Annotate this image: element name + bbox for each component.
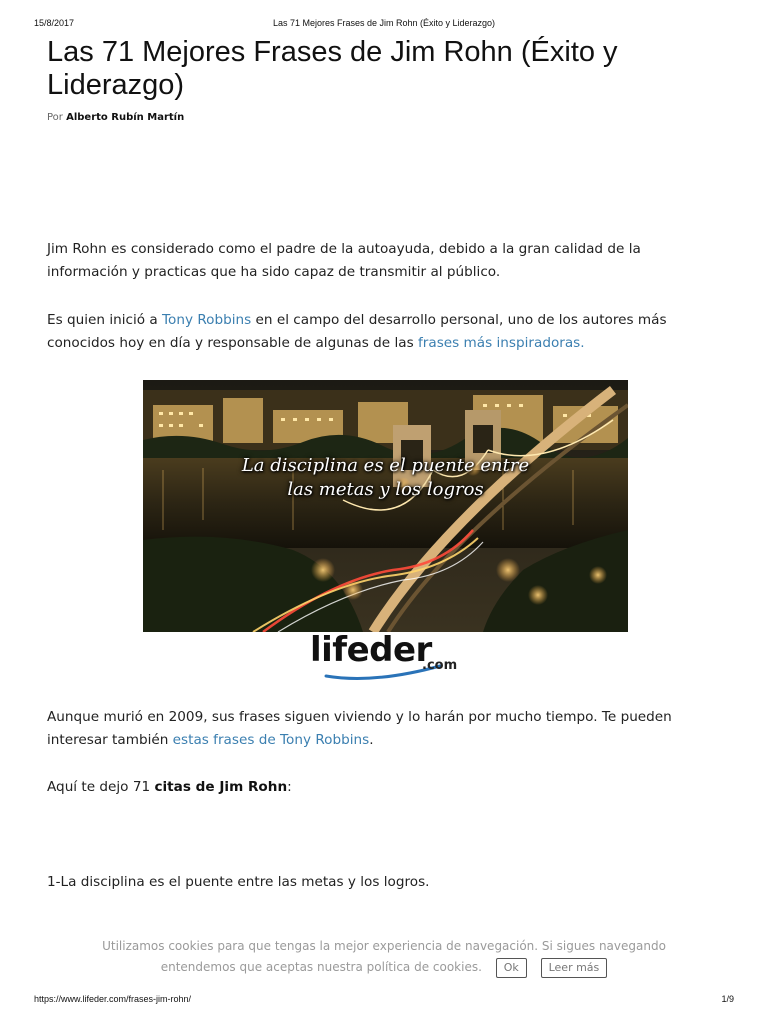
author-link[interactable]: Alberto Rubín Martín [66,112,185,123]
robbins-text-before: Es quien inició a [47,312,163,328]
bridge-night-photo [143,380,628,632]
print-page-number: 1/9 [721,994,734,1004]
hero-image [143,380,628,632]
death-text-after: . [369,732,374,748]
tony-robbins-link[interactable]: Tony Robbins [162,312,252,328]
intro-paragraph [47,238,719,284]
cookie-text-line-1: Utilizamos cookies para que tengas la mejor experiencia de navegación. Si sigues navegando [102,939,666,953]
robbins-quotes-link[interactable]: estas frases de Tony Robbins [172,732,370,748]
quotes-intro-before: Aquí te dejo 71 [47,779,155,795]
robbins-text-middle: en el campo del desarrollo personal, uno de los autores más conocidos hoy en día y responsable de algunas de las [47,312,667,351]
cookie-text-line-2 [60,957,708,978]
image-quote-line-1: La disciplina es el puente entre [241,455,530,476]
intro-text: Jim Rohn es considerado como el padre de la autoayuda, debido a la gran calidad de la información y practicas que ha sido capaz de transmitir al público. [47,241,641,280]
image-quote-line-2: las metas y los logros [287,479,484,500]
print-url: https://www.lifeder.com/frases-jim-rohn/ [34,994,192,1004]
quotes-intro-after: : [287,779,292,795]
quotes-intro-paragraph [47,776,719,799]
quote-item-1 [47,871,719,894]
byline-prefix: Por [47,112,63,123]
cookie-ok-button[interactable]: Ok [496,958,527,978]
image-quote-text [143,454,628,502]
inspiring-quotes-link[interactable]: frases más inspiradoras. [417,335,585,351]
cookie-read-more-button[interactable]: Leer más [541,958,608,978]
lifeder-logo [310,630,470,682]
print-footer [0,994,768,1008]
robbins-paragraph [47,309,719,355]
print-doc-title: Las 71 Mejores Frases de Jim Rohn (Éxito y Liderazgo) [272,18,496,28]
article-title: Las 71 Mejores Frases de Jim Rohn (Éxito y Liderazgo) [47,36,618,101]
print-date: 15/8/2017 [34,18,75,28]
logo-suffix: .com [422,658,458,673]
logo-word: lifeder [310,630,432,670]
byline [47,112,184,123]
print-header [0,18,768,32]
quote-1-text: 1-La disciplina es el puente entre las metas y los logros. [47,874,430,890]
death-paragraph [47,706,719,752]
quotes-intro-bold: citas de Jim Rohn [154,779,288,795]
cookie-banner [60,936,708,982]
cookie-text-line-2-text: entendemos que aceptas nuestra política de cookies. [160,960,482,974]
death-text-before: Aunque murió en 2009, sus frases siguen viviendo y lo harán por mucho tiempo. Te pueden interesar también [47,709,672,748]
